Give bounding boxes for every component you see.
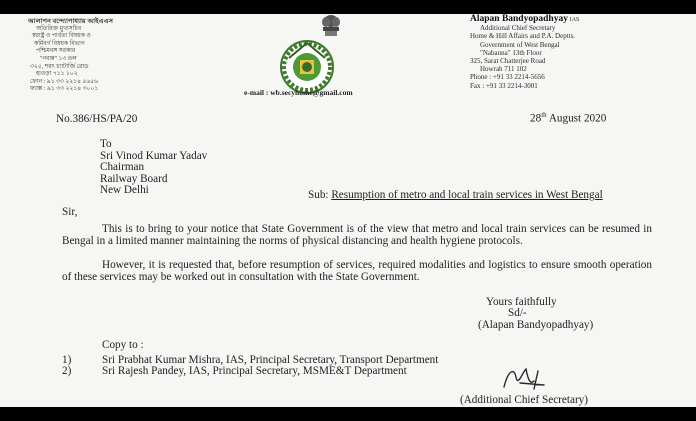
letterhead-bengali-line: কর্মিবর্গ বিষয়ক বিভাগ [34, 40, 85, 47]
copy-recipient [62, 366, 407, 377]
letterhead-bengali [28, 18, 113, 94]
letterhead-line: "Nabanna" 13th Floor [480, 48, 542, 57]
salutation: Sir, [62, 206, 78, 218]
recipient-line: Sri Vinod Kumar Yadav [100, 149, 208, 162]
letterhead-bengali-line: আলাপন বন্দ্যোপাধ্যায় আইএএস [28, 18, 113, 25]
letterhead-bengali-line: ফ্যাক্স : ৯১ ৩৩ ২২১৪ ৩০০১ [30, 86, 99, 93]
handwritten-signature [494, 363, 554, 395]
paragraph-2-text: However, it is requested that, before resumption of services, required modalities and logistics to ensure smooth operation of these services may be worked out in consultation with the State Government. [62, 259, 652, 283]
date-day: 28 [530, 112, 542, 125]
letter-page [0, 14, 696, 407]
date-suffix: th [541, 111, 547, 119]
recipient-line: Railway Board [100, 172, 168, 185]
to-label: To [100, 138, 112, 150]
letterhead-bengali-line: অতিরিক্ত মুখ্যসচিব [36, 25, 82, 32]
subject-label: Sub: [308, 189, 329, 201]
email-address: e-mail : wb.secyhome@gmail.com [244, 88, 353, 97]
letterhead-bengali-line: "নবান্ন" ১৩ তল [40, 55, 77, 62]
letterhead-bengali-line: ৩২৫, শরৎ চ্যাটার্জি রোড [30, 63, 89, 70]
letterhead-bengali-line: স্বরাষ্ট্র ও পার্বত্য বিষয়ক ও [32, 33, 91, 40]
paragraph-1-text: This is to bring to your notice that State Government is of the view that metro and local train services can be resumed in Bengal in a limited manner maintaining the norms of physical distancing and health hygiene protocols. [62, 223, 652, 247]
date-rest: August 2020 [546, 112, 607, 125]
letterhead-bengali-line: ফোন : ৯১ ৩৩ ২২১৪ ৫৬৫৬ [30, 78, 99, 85]
designation: (Additional Chief Secretary) [460, 394, 588, 406]
letterhead-line: Phone : +91 33 2214-5656 [470, 73, 545, 82]
copy-text: Sri Rajesh Pandey, IAS, Principal Secretary, MSME&T Department [102, 365, 407, 377]
letterhead-bengali-line: পশ্চিমবঙ্গ সরকার [36, 48, 76, 55]
sender-ias: IAS [569, 17, 580, 23]
copy-text: Sri Prabhat Kumar Mishra, IAS, Principal Secretary, Transport Department [102, 354, 439, 366]
sender-name: Alapan Bandyopadhyay [470, 14, 568, 24]
paragraph-2 [62, 260, 652, 283]
recipient-line: New Delhi [100, 184, 149, 197]
letterhead-line: Government of West Bengal [480, 40, 560, 49]
paragraph-1 [62, 224, 652, 247]
copy-to-label: Copy to : [102, 339, 144, 351]
letterhead-line: Fax : +91 33 2214-3001 [470, 81, 538, 90]
letterhead-line: Additional Chief Secretary [480, 24, 556, 33]
signatory-name: (Alapan Bandyopadhyay) [478, 318, 594, 331]
subject-text: Resumption of metro and local train services in West Bengal [331, 189, 603, 201]
letterhead-line: Home & Hill Affairs and P.A. Deptts. [470, 32, 576, 41]
letterhead-line: 325, Sarat Chatterjee Road [470, 57, 546, 66]
copy-number: 1) [62, 354, 72, 366]
sd-mark: Sd/- [508, 307, 527, 320]
subject-line [308, 189, 603, 201]
recipient-line: Chairman [100, 161, 145, 174]
signoff-block [478, 297, 593, 331]
ashoka-emblem-icon [316, 14, 346, 38]
copy-number: 2) [62, 365, 72, 377]
letterhead-line: Howrah 711 102 [480, 65, 527, 74]
letter-date [530, 111, 606, 125]
letterhead-bengali-line: হাওড়া ৭১১ ১০২ [36, 71, 78, 78]
letterhead-english [470, 15, 579, 90]
closing: Yours faithfully [486, 296, 557, 308]
recipient-block [100, 139, 207, 197]
reference-number: No.386/HS/PA/20 [56, 113, 138, 125]
